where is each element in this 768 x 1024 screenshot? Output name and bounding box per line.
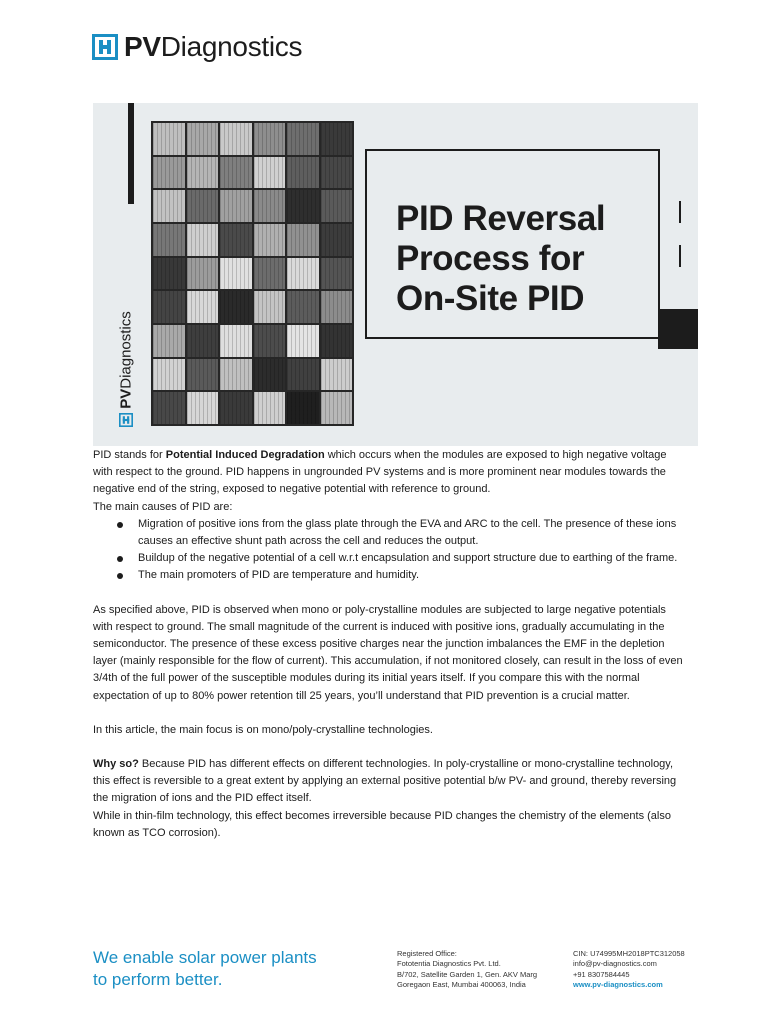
decorative-bar — [128, 103, 134, 204]
page-title: PID Reversal Process for On-Site PID — [396, 199, 606, 318]
pv-cell — [254, 359, 286, 391]
pv-cell — [321, 157, 353, 189]
contact-info: CIN: U74995MH2018PTC312058 info@pv-diagnostics.com +91 8307584445 www.pv-diagnostics.com — [573, 949, 685, 990]
article-body — [93, 447, 685, 842]
header-logo — [92, 30, 302, 64]
logo-wordmark: PVDiagnostics — [124, 31, 303, 62]
pv-cell — [254, 325, 286, 357]
pv-cell — [220, 190, 252, 222]
pv-cell — [220, 291, 252, 323]
pv-cell — [153, 157, 185, 189]
pv-cell — [220, 325, 252, 357]
pv-cell — [321, 224, 353, 256]
pv-cell — [254, 190, 286, 222]
pv-cell — [254, 123, 286, 155]
pv-cell — [287, 291, 319, 323]
paragraph: As specified above, PID is observed when mono or poly-crystalline modules are subjected to large negative potentials with respect to ground. The small magnitude of the current is induced with positive ions, gradually accumulating in the semiconductor. The presence of these excess positive charges near the junction imbalances the EMF in the depletion layer (mainly responsible for the flow of current). This accumulation, if not monitored closely, can result in the loss of even 3/4th of the full power of the susceptible modules during its initial years itself. If you compare this with the normal expectation of up to 80% power retention till 25 years, you’ll understand that PID prevention is a crucial matter. — [93, 603, 683, 702]
pv-cell — [187, 190, 219, 222]
pv-cell — [187, 392, 219, 424]
decorative-tick — [679, 201, 681, 223]
pv-cell — [153, 392, 185, 424]
pv-cell — [254, 258, 286, 290]
list-item: Buildup of the negative potential of a cell w.r.t encapsulation and support structure due to earthing of the frame. — [93, 550, 685, 567]
paragraph: In this article, the main focus is on mono/poly-crystalline technologies. — [93, 723, 433, 736]
footer-tagline: We enable solar power plants to perform better. — [93, 948, 317, 989]
causes-list — [93, 516, 685, 585]
pv-cell — [321, 190, 353, 222]
pv-cell — [287, 157, 319, 189]
pv-cell — [321, 123, 353, 155]
pv-cell — [220, 392, 252, 424]
pv-cell — [153, 123, 185, 155]
pv-cell — [153, 190, 185, 222]
pv-cell — [254, 291, 286, 323]
pv-cell — [220, 123, 252, 155]
vertical-logo: PVDiagnostics — [111, 295, 141, 425]
pv-cell — [187, 291, 219, 323]
decorative-tick — [679, 245, 681, 267]
pv-cell — [321, 392, 353, 424]
pv-cell — [187, 359, 219, 391]
pv-cell — [153, 325, 185, 357]
list-item: Migration of positive ions from the glass plate through the EVA and ARC to the cell. The presence of these ions causes an effective shunt path across the cell and reduces the output. — [93, 516, 685, 550]
why-so-paragraph: Why so? Because PID has different effects on different technologies. In poly-crystalline or mono-crystalline technology, this effect is reversible to a great extent by applying an external positive potential b/w PV- and ground, thereby reversing the migration of ions and the PID effect itself. — [93, 758, 677, 805]
pv-cell — [321, 325, 353, 357]
pv-cell — [187, 157, 219, 189]
intro-paragraph: PID stands for Potential Induced Degradation which occurs when the modules are exposed to high negative voltage with respect to the ground. PID happens in ungrounded PV systems and is more prominent near modules towards the negative end of the string, exposed to negative potential with reference to ground. — [93, 449, 667, 496]
pv-cell — [153, 359, 185, 391]
pv-cell — [187, 224, 219, 256]
pv-cell — [220, 224, 252, 256]
pv-cell — [287, 258, 319, 290]
pv-cell — [321, 291, 353, 323]
website-link[interactable]: www.pv-diagnostics.com — [573, 980, 663, 990]
pv-cell — [254, 224, 286, 256]
pv-cell — [187, 123, 219, 155]
pv-cell — [254, 157, 286, 189]
pv-cell — [287, 325, 319, 357]
paragraph: While in thin-film technology, this effect becomes irreversible because PID changes the chemistry of the elements (also known as TCO corrosion). — [93, 809, 671, 839]
decorative-block — [658, 309, 698, 349]
pv-cell — [220, 359, 252, 391]
pv-cell — [187, 325, 219, 357]
pv-cell — [321, 359, 353, 391]
pv-cell — [287, 123, 319, 155]
pv-cell — [321, 258, 353, 290]
pv-cell — [287, 190, 319, 222]
causes-intro: The main causes of PID are: — [93, 500, 233, 513]
pv-cell — [153, 224, 185, 256]
pv-cell — [287, 224, 319, 256]
hero-banner — [93, 103, 698, 446]
pv-cell — [220, 258, 252, 290]
title-frame — [365, 149, 660, 339]
pv-cell — [220, 157, 252, 189]
registered-office: Registered Office: Fototentia Diagnostics Pvt. Ltd. B/702, Satellite Garden 1, Gen. AKV Marg Goregaon East, Mumbai 400063, India — [397, 949, 538, 990]
pv-logo-icon — [92, 34, 118, 60]
pv-module-electroluminescence-image — [151, 121, 354, 426]
pv-cell — [287, 359, 319, 391]
pv-logo-small-icon — [119, 413, 133, 427]
pv-cell — [287, 392, 319, 424]
pv-cell — [153, 258, 185, 290]
pv-cell — [153, 291, 185, 323]
pv-cell — [187, 258, 219, 290]
pv-cell — [254, 392, 286, 424]
list-item: The main promoters of PID are temperature and humidity. — [93, 567, 685, 584]
